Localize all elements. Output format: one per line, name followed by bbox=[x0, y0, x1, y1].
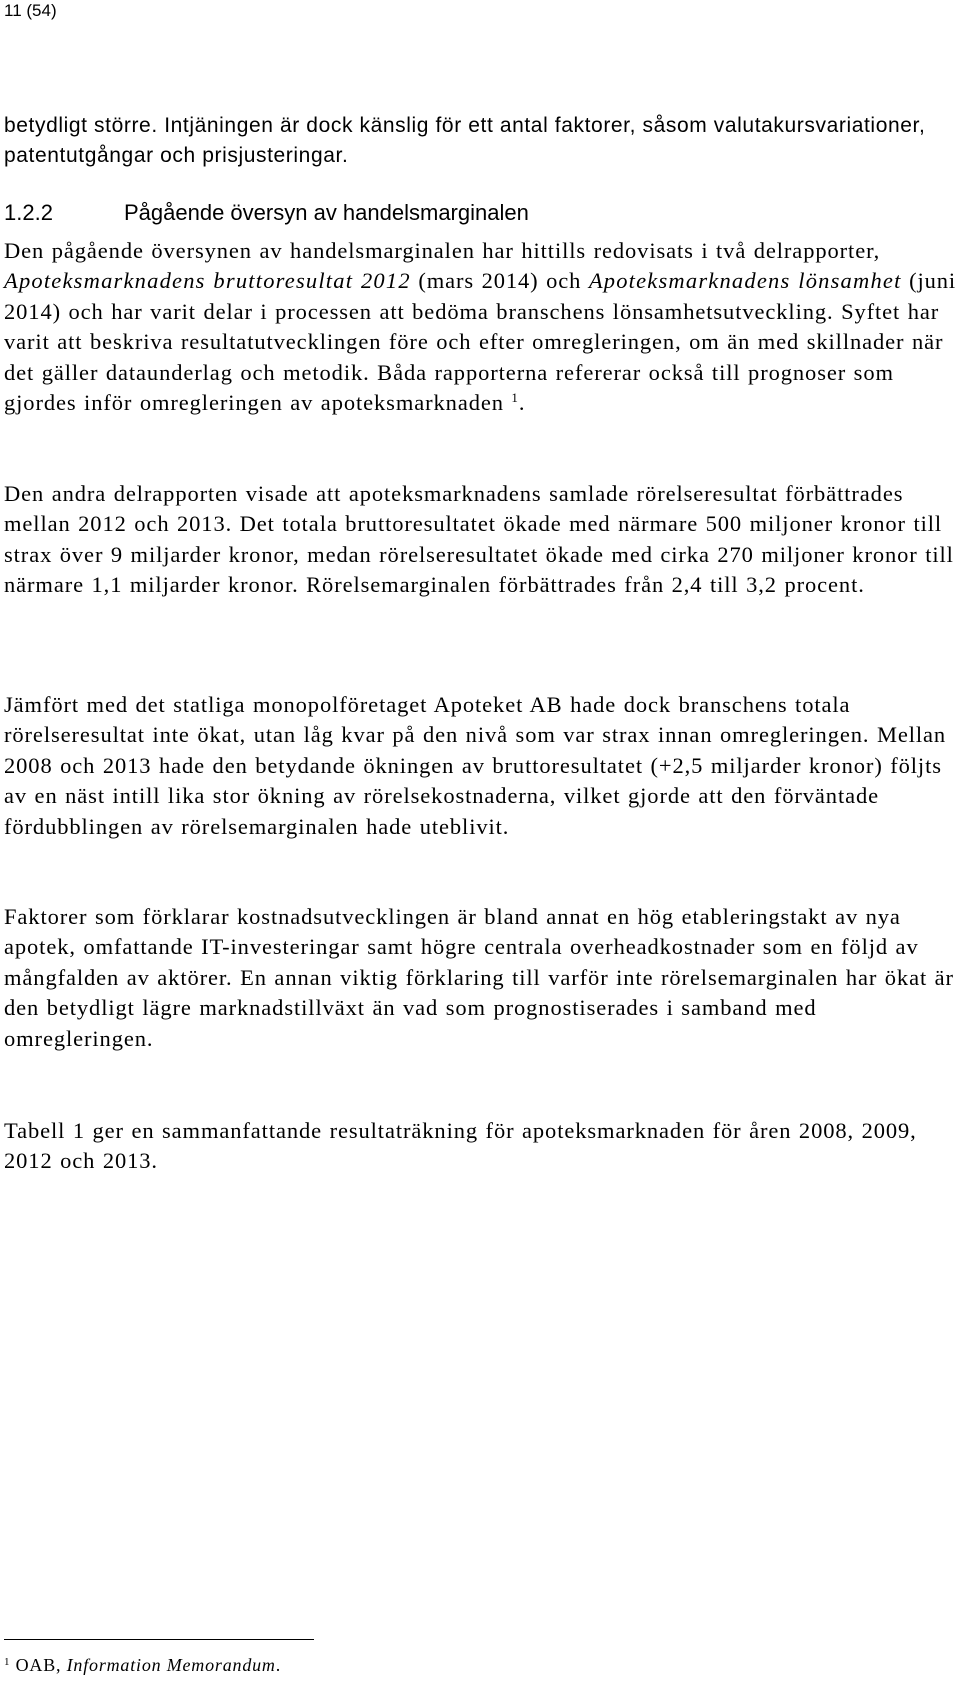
footnote-title: Information Memorandum bbox=[66, 1655, 276, 1675]
paragraph-delrapporter bbox=[4, 236, 959, 418]
page-number: 11 (54) bbox=[4, 1, 57, 20]
footnote-reference: 1 bbox=[511, 390, 519, 406]
section-title: Pågående översyn av handelsmarginalen bbox=[124, 200, 529, 225]
report-title-bruttoresultat: Apoteksmarknadens bruttoresultat 2012 bbox=[4, 268, 411, 294]
footnote bbox=[4, 1652, 281, 1678]
paragraph-apoteket-ab: Jämfört med det statliga monopolföretaget Apoteket AB hade dock branschens totala rörelseresultat inte ökat, utan låg kvar på den nivå som var strax innan omregleringen. Mellan 2008 och 2013 hade den betydande ökningen av bruttoresultatet (+2,5 miljarder kronor) följts av en näst intill lika stor ökning av rörelsekostnaderna, vilket gjorde att den förväntade fördubblingen av rörelsemarginalen hade uteblivit. bbox=[4, 692, 947, 839]
para1-text-1: Den pågående översynen av handelsmarginalen har hittills redovisats i två delrapporter, bbox=[4, 238, 881, 263]
para1-text-4: . bbox=[518, 390, 526, 416]
footnote-divider bbox=[4, 1639, 314, 1640]
para1-text-2: (mars 2014) och bbox=[410, 268, 589, 294]
report-title-lonsamhet: Apoteksmarknadens lönsamhet bbox=[588, 268, 902, 294]
paragraph-tabell: Tabell 1 ger en sammanfattande resultaträkning för apoteksmarknaden för åren 2008, 2009, 2012 och 2013. bbox=[4, 1118, 917, 1174]
paragraph-rorelseresultat: Den andra delrapporten visade att apoteksmarknadens samlade rörelseresultat förbättrades mellan 2012 och 2013. Det totala bruttoresultatet ökade med närmare 500 miljoner kronor till strax över 9 miljarder kronor, medan rörelseresultatet ökade med cirka 270 miljoner kronor till närmare 1,1 miljarder kronor. Rörelsemarginalen förbättrades från 2,4 till 3,2 procent. bbox=[4, 481, 954, 598]
paragraph-faktorer: Faktorer som förklarar kostnadsutvecklingen är bland annat en hög etableringstakt av nya apotek, omfattande IT-investeringar samt högre centrala overheadkostnader som en följd av mångfalden av aktörer. En annan viktig förklaring till varför inte rörelsemarginalen har ökat är den betydligt lägre marknadstillväxt än vad som prognostiserades i samband med omregleringen. bbox=[4, 904, 954, 1051]
footnote-mark: 1 bbox=[4, 1656, 11, 1668]
footnote-end: . bbox=[275, 1655, 282, 1675]
section-heading bbox=[4, 198, 954, 228]
para1-text-3: (juni 2014) och har varit delar i processen att bedöma branschens lönsamhetsutveckling. Syftet har varit att beskriva resultatutvecklingen före och efter omregleringen, om än med skillnader när det gäller dataunderlag och metodik. Båda rapporterna refererar också till prognoser som gjordes inför omregleringen av apoteksmarknaden bbox=[4, 268, 957, 416]
section-number: 1.2.2 bbox=[4, 200, 53, 225]
continuation-paragraph: betydligt större. Intjäningen är dock känslig för ett antal faktorer, såsom valutakursvariationer, patentutgångar och prisjusteringar. bbox=[4, 114, 926, 167]
footnote-source: OAB, bbox=[10, 1655, 67, 1675]
